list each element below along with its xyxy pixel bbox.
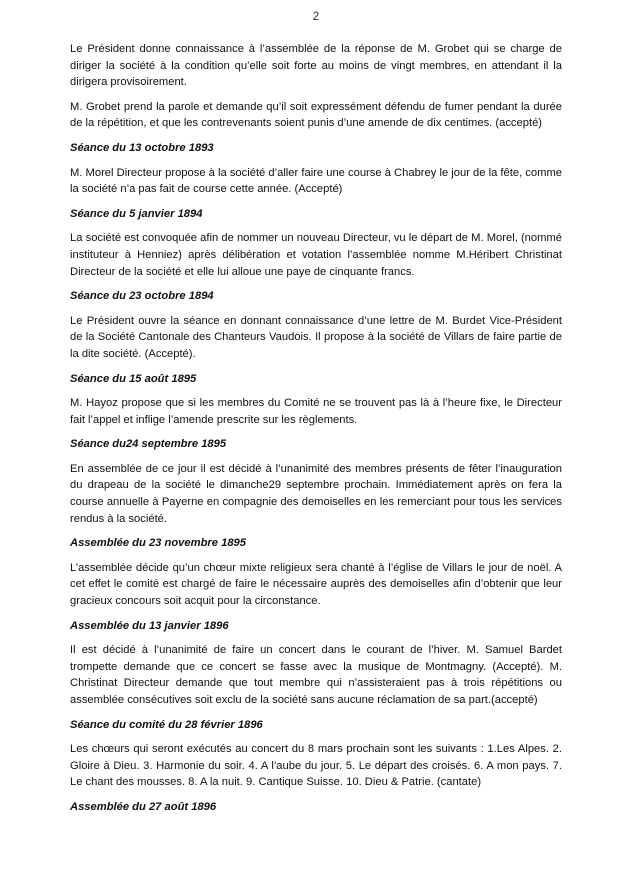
session-heading: Séance du 23 octobre 1894 <box>70 290 214 303</box>
document-body <box>70 41 562 824</box>
page-number: 2 <box>312 11 320 23</box>
paragraph: M. Hayoz propose que si les membres du Comité ne se trouvent pas là à l’heure fixe, le Directeur fait l’appel et inflige l’amende prescrite sur les règlements. <box>70 397 562 426</box>
paragraph: En assemblée de ce jour il est décidé à l’unanimité des membres présents de fêter l’inauguration du drapeau de la société le dimanche29 septembre prochain. Immédiatement après on fera la course annuelle à Payerne en compagnie des demoiselles en les remerciant pour tous les services rendus à la société. <box>70 462 562 525</box>
session-heading: Séance du comité du 28 février 1896 <box>70 718 263 731</box>
paragraph: La société est convoquée afin de nommer un nouveau Directeur, vu le départ de M. Morel, (nommé instituteur à Henniez) après délibération et votation l’assemblée nomme M.Héribert Christinat Directeur de la société et elle lui alloue une paye de cinquante francs. <box>70 232 562 278</box>
session-heading: Assemblée du 27 août 1896 <box>70 800 217 813</box>
session-heading: Séance du 15 août 1895 <box>70 372 197 385</box>
paragraph: Le Président ouvre la séance en donnant connaissance d’une lettre de M. Burdet Vice-Président de la Société Cantonale des Chanteurs Vaudois. Il propose à la société de Villars de faire partie de la dite société. (Accepté). <box>70 314 562 360</box>
paragraph: Les chœurs qui seront exécutés au concert du 8 mars prochain sont les suivants : 1.Les Alpes. 2. Gloire à Dieu. 3. Harmonie du soir. 4. A l’aube du jour. 5. Le départ des croisés. 6. A mon pays. 7. Le chant des mousses. 8. A la nuit. 9. Cantique Suisse. 10. Dieu & Patrie. (cantate) <box>70 743 562 789</box>
session-heading: Assemblée du 13 janvier 1896 <box>70 619 229 632</box>
paragraph: M. Morel Directeur propose à la société d’aller faire une course à Chabrey le jour de la fête, comme la société n’a pas fait de course cette année. (Accepté) <box>70 166 562 196</box>
session-heading: Séance du 5 janvier 1894 <box>70 207 203 220</box>
session-heading: Séance du 13 octobre 1893 <box>70 141 214 154</box>
paragraph: Le Président donne connaissance à l’assemblée de la réponse de M. Grobet qui se charge de diriger la société à la condition qu’elle soit forte au moins de vingt membres, en attendant il la dirigera provisoirement. <box>70 43 562 89</box>
session-heading: Assemblée du 23 novembre 1895 <box>70 537 246 550</box>
paragraph: M. Grobet prend la parole et demande qu’il soit expressément défendu de fumer pendant la durée de la répétition, et que les contrevenants soient punis d’une amende de dix centimes. (accepté) <box>70 100 562 130</box>
paragraph: Il est décidé à l’unanimité de faire un concert dans le courant de l’hiver. M. Samuel Bardet trompette demande que ce concert se fasse avec la musique de Montmagny. (Accepté). M. Christinat Directeur demande que tout membre qui n’assisteraient pas à trois répétitions ou assemblée consécutives soit exclu de la société sans aucune réclamation de sa part.(accepté) <box>70 644 562 706</box>
session-heading: Séance du24 septembre 1895 <box>70 438 227 451</box>
paragraph: L’assemblée décide qu’un chœur mixte religieux sera chanté à l’église de Villars le jour de noël. A cet effet le comité est chargé de faire le nécessaire auprès des demoiselles afin d’obtenir que leur gracieux concours soit acquit pour la circonstance. <box>70 561 562 608</box>
